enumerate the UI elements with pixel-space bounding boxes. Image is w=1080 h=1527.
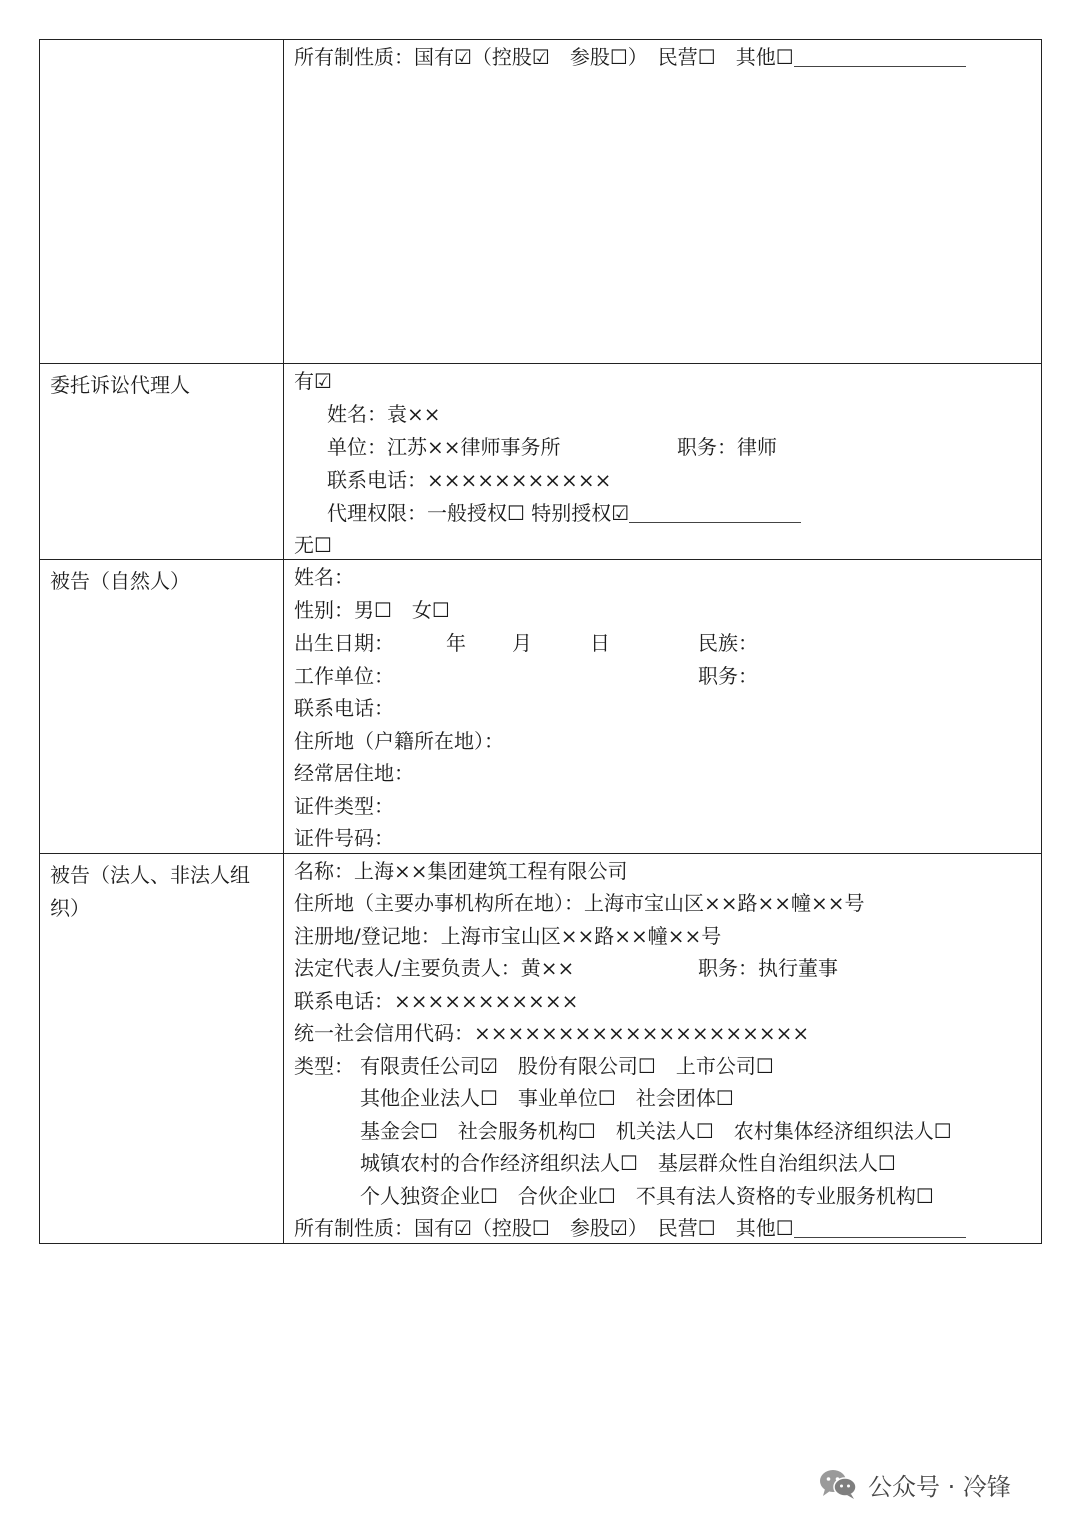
form-line: [294, 530, 332, 560]
fill-blank: [629, 502, 801, 523]
watermark-text: 公众号 · 冷锋: [868, 1472, 1011, 1501]
form-line: [294, 1051, 354, 1081]
legal-type-line: 城镇农村的合作经济组织法人☐ 基层群众性自治组织法人☐: [360, 1151, 896, 1175]
row-content: [284, 364, 1041, 559]
form-line: [294, 562, 354, 592]
natural-phone: 联系电话：: [294, 696, 394, 720]
form-line: [294, 856, 628, 886]
legal-ownership: 所有制性质：国有☑（控股☐ 参股☑） 民营☐ 其他☐: [294, 1216, 794, 1240]
legal-type-line: 基金会☐ 社会服务机构☐ 机关法人☐ 农村集体经济组织法人☐: [360, 1119, 952, 1143]
natural-birth-month: 月: [512, 631, 532, 655]
form-line: [327, 498, 801, 528]
complaint-form-table: [39, 39, 1042, 1244]
form-line: [698, 953, 838, 983]
natural-birth-day: 日: [590, 631, 610, 655]
legal-type-line: 有限责任公司☑ 股份有限公司☐ 上市公司☐: [360, 1054, 774, 1078]
form-line: [294, 888, 865, 918]
form-line: [360, 1116, 952, 1146]
legal-post: 职务：执行董事: [698, 956, 838, 980]
natural-id-type: 证件类型：: [294, 794, 394, 818]
form-line: [677, 432, 777, 462]
natural-birth-label: 出生日期：: [294, 631, 394, 655]
agent-none: 无☐: [294, 533, 332, 557]
natural-residence: 经常居住地：: [294, 761, 414, 785]
natural-gender: 性别：男☐ 女☐: [294, 598, 450, 622]
form-line: [360, 1083, 734, 1113]
form-line: [327, 465, 611, 495]
form-line: [512, 628, 532, 658]
natural-employer: 工作单位：: [294, 664, 394, 688]
legal-representative: 法定代表人/主要负责人：黄××: [294, 956, 575, 980]
form-line: [327, 432, 561, 462]
legal-type-line: 其他企业法人☐ 事业单位☐ 社会团体☐: [360, 1086, 734, 1110]
agent-name: 姓名：袁××: [327, 402, 441, 426]
form-line: [360, 1051, 774, 1081]
agent-post: 职务：律师: [677, 435, 777, 459]
row-content: [284, 560, 1041, 853]
form-line: [294, 726, 504, 756]
fill-blank: [794, 1217, 966, 1238]
natural-name: 姓名：: [294, 565, 354, 589]
row-label-defendant-legal: 被告（法人、非法人组织）: [40, 854, 284, 1243]
legal-type-label: 类型：: [294, 1054, 354, 1078]
legal-type-line: 个人独资企业☐ 合伙企业☐ 不具有法人资格的专业服务机构☐: [360, 1184, 934, 1208]
row-agent: [40, 364, 1041, 560]
form-line: [327, 399, 441, 429]
legal-name: 名称：上海××集团建筑工程有限公司: [294, 859, 628, 883]
form-line: [446, 628, 466, 658]
form-line: [294, 986, 578, 1016]
form-line: [360, 1148, 896, 1178]
form-line: [294, 1018, 809, 1048]
form-line: [294, 693, 394, 723]
fill-blank: [794, 46, 966, 67]
form-line: [294, 921, 721, 951]
row-label-empty: [40, 40, 284, 363]
row-ownership-top: [40, 40, 1041, 364]
legal-address: 住所地（主要办事机构所在地）：上海市宝山区××路××幢××号: [294, 891, 865, 915]
natural-domicile: 住所地（户籍所在地）：: [294, 729, 504, 753]
natural-ethnicity: 民族：: [698, 631, 758, 655]
row-content: [284, 40, 1041, 363]
agent-has: 有☑: [294, 369, 332, 393]
form-line: [698, 661, 758, 691]
form-line: [360, 1181, 934, 1211]
watermark: [818, 1462, 1011, 1506]
natural-post: 职务：: [698, 664, 758, 688]
row-content: [284, 854, 1041, 1243]
legal-credit-code: 统一社会信用代码：××××××××××××××××××××: [294, 1021, 810, 1045]
row-label-agent: 委托诉讼代理人: [40, 364, 284, 559]
wechat-icon: [818, 1468, 858, 1500]
row-label-defendant-natural: 被告（自然人）: [40, 560, 284, 853]
agent-unit: 单位：江苏××律师事务所: [327, 435, 561, 459]
legal-phone: 联系电话：×××××××××××: [294, 989, 579, 1013]
form-line: [294, 791, 394, 821]
form-line: [294, 628, 394, 658]
form-line: [590, 628, 610, 658]
form-line: [698, 628, 758, 658]
row-defendant-natural: [40, 560, 1041, 854]
row-defendant-legal: [40, 854, 1041, 1243]
form-line: [294, 953, 574, 983]
natural-id-number: 证件号码：: [294, 826, 394, 850]
form-line: [294, 823, 394, 853]
form-line: [294, 42, 966, 72]
form-line: [294, 758, 414, 788]
form-line: [294, 661, 394, 691]
form-line: [294, 366, 332, 396]
agent-phone: 联系电话：×××××××××××: [327, 468, 612, 492]
ownership-text: 所有制性质：国有☑（控股☑ 参股☐） 民营☐ 其他☐: [294, 45, 794, 69]
form-line: [294, 595, 450, 625]
form-line: [294, 1213, 966, 1243]
legal-registered: 注册地/登记地：上海市宝山区××路××幢××号: [294, 924, 722, 948]
natural-birth-year: 年: [446, 631, 466, 655]
agent-authority: 代理权限：一般授权☐ 特别授权☑: [327, 501, 630, 525]
